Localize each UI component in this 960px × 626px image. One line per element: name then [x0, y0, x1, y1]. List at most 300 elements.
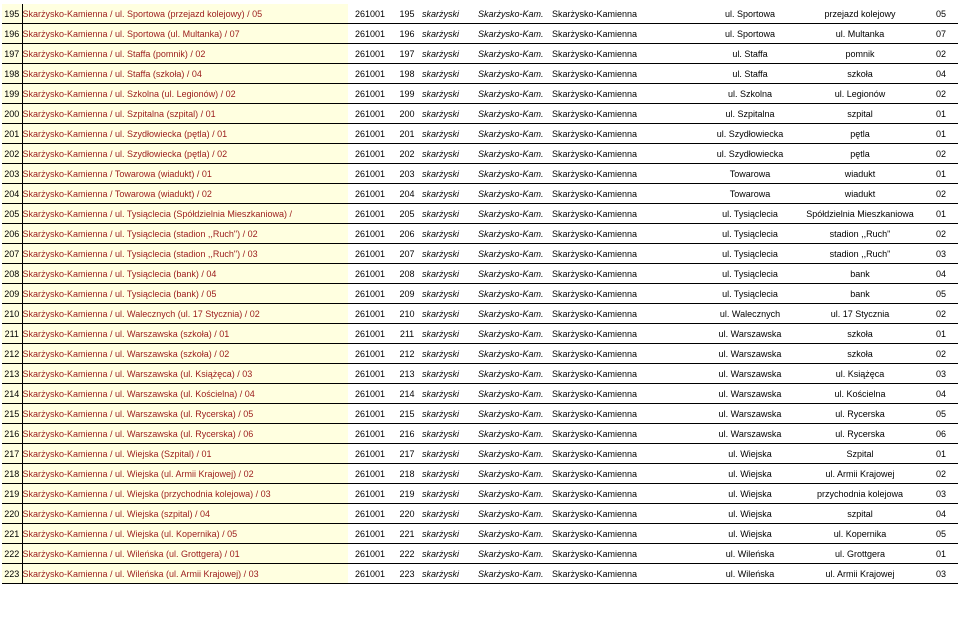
post-number: 02: [924, 304, 958, 324]
stop-code: 261001: [348, 284, 392, 304]
stop-full-name: Skarżysko-Kamienna / ul. Sportowa (ul. Multanka) / 07: [22, 24, 348, 44]
county: skarżyski: [422, 124, 478, 144]
row-number: 210: [2, 304, 22, 324]
row-number: 196: [2, 24, 22, 44]
landmark: ul. Armii Krajowej: [796, 564, 924, 584]
post-number: 02: [924, 144, 958, 164]
street: ul. Tysiąclecia: [704, 224, 796, 244]
street: ul. Sportowa: [704, 24, 796, 44]
stop-code: 261001: [348, 204, 392, 224]
municipality: Skarżysko-Kam.: [478, 284, 552, 304]
stop-sequence: 197: [392, 44, 422, 64]
street: ul. Wiejska: [704, 524, 796, 544]
stop-full-name: Skarżysko-Kamienna / ul. Walecznych (ul. 17 Stycznia) / 02: [22, 304, 348, 324]
city: Skarżysko-Kamienna: [552, 484, 704, 504]
stop-sequence: 210: [392, 304, 422, 324]
table-row: [2, 104, 958, 124]
county: skarżyski: [422, 244, 478, 264]
city: Skarżysko-Kamienna: [552, 224, 704, 244]
table-row: [2, 24, 958, 44]
post-number: 02: [924, 344, 958, 364]
city: Skarżysko-Kamienna: [552, 124, 704, 144]
city: Skarżysko-Kamienna: [552, 544, 704, 564]
stop-sequence: 204: [392, 184, 422, 204]
row-number: 204: [2, 184, 22, 204]
stop-full-name: Skarżysko-Kamienna / Towarowa (wiadukt) / 02: [22, 184, 348, 204]
city: Skarżysko-Kamienna: [552, 364, 704, 384]
county: skarżyski: [422, 184, 478, 204]
stop-sequence: 199: [392, 84, 422, 104]
landmark: ul. Grottgera: [796, 544, 924, 564]
landmark: bank: [796, 284, 924, 304]
stops-body: [2, 4, 958, 584]
municipality: Skarżysko-Kam.: [478, 44, 552, 64]
row-number: 206: [2, 224, 22, 244]
stop-full-name: Skarżysko-Kamienna / ul. Szkolna (ul. Legionów) / 02: [22, 84, 348, 104]
landmark: szkoła: [796, 324, 924, 344]
county: skarżyski: [422, 504, 478, 524]
city: Skarżysko-Kamienna: [552, 144, 704, 164]
stop-sequence: 207: [392, 244, 422, 264]
stop-sequence: 200: [392, 104, 422, 124]
county: skarżyski: [422, 444, 478, 464]
table-row: [2, 464, 958, 484]
table-row: [2, 44, 958, 64]
table-row: [2, 364, 958, 384]
municipality: Skarżysko-Kam.: [478, 444, 552, 464]
post-number: 01: [924, 104, 958, 124]
stop-full-name: Skarżysko-Kamienna / ul. Wiejska (Szpital) / 01: [22, 444, 348, 464]
row-number: 195: [2, 4, 22, 24]
post-number: 05: [924, 284, 958, 304]
row-number: 212: [2, 344, 22, 364]
county: skarżyski: [422, 204, 478, 224]
county: skarżyski: [422, 84, 478, 104]
street: ul. Staffa: [704, 44, 796, 64]
landmark: ul. Legionów: [796, 84, 924, 104]
table-row: [2, 444, 958, 464]
municipality: Skarżysko-Kam.: [478, 244, 552, 264]
street: ul. Walecznych: [704, 304, 796, 324]
row-number: 198: [2, 64, 22, 84]
city: Skarżysko-Kamienna: [552, 344, 704, 364]
street: ul. Szkolna: [704, 84, 796, 104]
table-row: [2, 304, 958, 324]
table-row: [2, 284, 958, 304]
stops-table: [2, 4, 958, 584]
stop-code: 261001: [348, 444, 392, 464]
row-number: 222: [2, 544, 22, 564]
stop-sequence: 215: [392, 404, 422, 424]
post-number: 03: [924, 564, 958, 584]
city: Skarżysko-Kamienna: [552, 404, 704, 424]
table-row: [2, 524, 958, 544]
county: skarżyski: [422, 384, 478, 404]
landmark: przychodnia kolejowa: [796, 484, 924, 504]
municipality: Skarżysko-Kam.: [478, 124, 552, 144]
street: Towarowa: [704, 184, 796, 204]
stop-sequence: 221: [392, 524, 422, 544]
stop-code: 261001: [348, 424, 392, 444]
street: Towarowa: [704, 164, 796, 184]
table-row: [2, 544, 958, 564]
table-row: [2, 324, 958, 344]
post-number: 01: [924, 444, 958, 464]
stop-code: 261001: [348, 324, 392, 344]
post-number: 02: [924, 224, 958, 244]
row-number: 207: [2, 244, 22, 264]
municipality: Skarżysko-Kam.: [478, 464, 552, 484]
table-row: [2, 224, 958, 244]
stop-full-name: Skarżysko-Kamienna / ul. Staffa (pomnik) / 02: [22, 44, 348, 64]
street: ul. Tysiąclecia: [704, 204, 796, 224]
landmark: stadion ,,Ruch": [796, 244, 924, 264]
municipality: Skarżysko-Kam.: [478, 304, 552, 324]
city: Skarżysko-Kamienna: [552, 164, 704, 184]
stop-sequence: 196: [392, 24, 422, 44]
street: ul. Warszawska: [704, 384, 796, 404]
stop-code: 261001: [348, 164, 392, 184]
county: skarżyski: [422, 564, 478, 584]
post-number: 02: [924, 464, 958, 484]
street: ul. Wiejska: [704, 484, 796, 504]
county: skarżyski: [422, 344, 478, 364]
landmark: szpital: [796, 104, 924, 124]
city: Skarżysko-Kamienna: [552, 564, 704, 584]
table-row: [2, 484, 958, 504]
stop-sequence: 218: [392, 464, 422, 484]
county: skarżyski: [422, 224, 478, 244]
street: ul. Tysiąclecia: [704, 284, 796, 304]
table-row: [2, 164, 958, 184]
stop-sequence: 216: [392, 424, 422, 444]
stop-full-name: Skarżysko-Kamienna / ul. Wiejska (ul. Kopernika) / 05: [22, 524, 348, 544]
row-number: 200: [2, 104, 22, 124]
city: Skarżysko-Kamienna: [552, 264, 704, 284]
post-number: 03: [924, 484, 958, 504]
municipality: Skarżysko-Kam.: [478, 64, 552, 84]
stop-code: 261001: [348, 364, 392, 384]
stop-sequence: 206: [392, 224, 422, 244]
county: skarżyski: [422, 144, 478, 164]
post-number: 05: [924, 524, 958, 544]
stop-sequence: 220: [392, 504, 422, 524]
municipality: Skarżysko-Kam.: [478, 104, 552, 124]
city: Skarżysko-Kamienna: [552, 104, 704, 124]
post-number: 01: [924, 124, 958, 144]
stop-full-name: Skarżysko-Kamienna / ul. Wiejska (przychodnia kolejowa) / 03: [22, 484, 348, 504]
landmark: pomnik: [796, 44, 924, 64]
stop-code: 261001: [348, 244, 392, 264]
stop-full-name: Skarżysko-Kamienna / ul. Wiejska (ul. Armii Krajowej) / 02: [22, 464, 348, 484]
county: skarżyski: [422, 304, 478, 324]
landmark: stadion ,,Ruch": [796, 224, 924, 244]
post-number: 04: [924, 504, 958, 524]
municipality: Skarżysko-Kam.: [478, 544, 552, 564]
county: skarżyski: [422, 544, 478, 564]
landmark: przejazd kolejowy: [796, 4, 924, 24]
street: ul. Sportowa: [704, 4, 796, 24]
landmark: szpital: [796, 504, 924, 524]
municipality: Skarżysko-Kam.: [478, 324, 552, 344]
municipality: Skarżysko-Kam.: [478, 524, 552, 544]
row-number: 209: [2, 284, 22, 304]
landmark: Spółdzielnia Mieszkaniowa: [796, 204, 924, 224]
row-number: 218: [2, 464, 22, 484]
stop-full-name: Skarżysko-Kamienna / ul. Wileńska (ul. Armii Krajowej) / 03: [22, 564, 348, 584]
table-row: [2, 84, 958, 104]
stop-sequence: 217: [392, 444, 422, 464]
city: Skarżysko-Kamienna: [552, 424, 704, 444]
stop-code: 261001: [348, 304, 392, 324]
street: ul. Warszawska: [704, 344, 796, 364]
stop-full-name: Skarżysko-Kamienna / ul. Szydłowiecka (pętla) / 02: [22, 144, 348, 164]
landmark: ul. Rycerska: [796, 404, 924, 424]
county: skarżyski: [422, 264, 478, 284]
municipality: Skarżysko-Kam.: [478, 344, 552, 364]
row-number: 211: [2, 324, 22, 344]
stop-full-name: Skarżysko-Kamienna / ul. Tysiąclecia (bank) / 05: [22, 284, 348, 304]
landmark: bank: [796, 264, 924, 284]
post-number: 03: [924, 364, 958, 384]
stop-code: 261001: [348, 524, 392, 544]
table-row: [2, 564, 958, 584]
stop-sequence: 198: [392, 64, 422, 84]
stop-full-name: Skarżysko-Kamienna / ul. Szpitalna (szpital) / 01: [22, 104, 348, 124]
city: Skarżysko-Kamienna: [552, 324, 704, 344]
landmark: pętla: [796, 144, 924, 164]
city: Skarżysko-Kamienna: [552, 504, 704, 524]
municipality: Skarżysko-Kam.: [478, 484, 552, 504]
stop-sequence: 195: [392, 4, 422, 24]
municipality: Skarżysko-Kam.: [478, 224, 552, 244]
stop-code: 261001: [348, 384, 392, 404]
table-row: [2, 344, 958, 364]
stop-code: 261001: [348, 124, 392, 144]
stop-sequence: 222: [392, 544, 422, 564]
table-row: [2, 264, 958, 284]
stop-code: 261001: [348, 504, 392, 524]
table-row: [2, 124, 958, 144]
row-number: 203: [2, 164, 22, 184]
county: skarżyski: [422, 164, 478, 184]
county: skarżyski: [422, 324, 478, 344]
row-number: 201: [2, 124, 22, 144]
street: ul. Tysiąclecia: [704, 244, 796, 264]
stop-full-name: Skarżysko-Kamienna / Towarowa (wiadukt) / 01: [22, 164, 348, 184]
row-number: 215: [2, 404, 22, 424]
city: Skarżysko-Kamienna: [552, 284, 704, 304]
post-number: 05: [924, 404, 958, 424]
row-number: 214: [2, 384, 22, 404]
stop-full-name: Skarżysko-Kamienna / ul. Sportowa (przejazd kolejowy) / 05: [22, 4, 348, 24]
post-number: 02: [924, 84, 958, 104]
stop-full-name: Skarżysko-Kamienna / ul. Wiejska (szpital) / 04: [22, 504, 348, 524]
landmark: ul. Kopernika: [796, 524, 924, 544]
municipality: Skarżysko-Kam.: [478, 504, 552, 524]
post-number: 01: [924, 544, 958, 564]
county: skarżyski: [422, 404, 478, 424]
stop-full-name: Skarżysko-Kamienna / ul. Wileńska (ul. Grottgera) / 01: [22, 544, 348, 564]
stop-sequence: 202: [392, 144, 422, 164]
stop-code: 261001: [348, 484, 392, 504]
landmark: szkoła: [796, 344, 924, 364]
stop-code: 261001: [348, 84, 392, 104]
stop-sequence: 213: [392, 364, 422, 384]
stop-code: 261001: [348, 544, 392, 564]
stop-code: 261001: [348, 264, 392, 284]
row-number: 213: [2, 364, 22, 384]
municipality: Skarżysko-Kam.: [478, 564, 552, 584]
street: ul. Warszawska: [704, 324, 796, 344]
city: Skarżysko-Kamienna: [552, 204, 704, 224]
city: Skarżysko-Kamienna: [552, 304, 704, 324]
stop-sequence: 209: [392, 284, 422, 304]
municipality: Skarżysko-Kam.: [478, 204, 552, 224]
post-number: 04: [924, 264, 958, 284]
street: ul. Wiejska: [704, 504, 796, 524]
row-number: 221: [2, 524, 22, 544]
post-number: 02: [924, 184, 958, 204]
row-number: 219: [2, 484, 22, 504]
county: skarżyski: [422, 524, 478, 544]
county: skarżyski: [422, 64, 478, 84]
street: ul. Tysiąclecia: [704, 264, 796, 284]
city: Skarżysko-Kamienna: [552, 24, 704, 44]
post-number: 06: [924, 424, 958, 444]
stop-full-name: Skarżysko-Kamienna / ul. Tysiąclecia (stadion ,,Ruch") / 02: [22, 224, 348, 244]
stop-sequence: 205: [392, 204, 422, 224]
city: Skarżysko-Kamienna: [552, 444, 704, 464]
row-number: 220: [2, 504, 22, 524]
stop-code: 261001: [348, 144, 392, 164]
street: ul. Szydłowiecka: [704, 124, 796, 144]
street: ul. Warszawska: [704, 404, 796, 424]
municipality: Skarżysko-Kam.: [478, 4, 552, 24]
post-number: 01: [924, 324, 958, 344]
city: Skarżysko-Kamienna: [552, 64, 704, 84]
stop-code: 261001: [348, 24, 392, 44]
street: ul. Szpitalna: [704, 104, 796, 124]
stop-full-name: Skarżysko-Kamienna / ul. Warszawska (ul. Książęca) / 03: [22, 364, 348, 384]
row-number: 197: [2, 44, 22, 64]
table-row: [2, 64, 958, 84]
stop-sequence: 219: [392, 484, 422, 504]
table-row: [2, 244, 958, 264]
stop-full-name: Skarżysko-Kamienna / ul. Warszawska (ul. Kościelna) / 04: [22, 384, 348, 404]
county: skarżyski: [422, 484, 478, 504]
city: Skarżysko-Kamienna: [552, 84, 704, 104]
table-row: [2, 384, 958, 404]
stop-code: 261001: [348, 564, 392, 584]
municipality: Skarżysko-Kam.: [478, 84, 552, 104]
city: Skarżysko-Kamienna: [552, 4, 704, 24]
table-row: [2, 404, 958, 424]
county: skarżyski: [422, 44, 478, 64]
post-number: 07: [924, 24, 958, 44]
landmark: wiadukt: [796, 164, 924, 184]
post-number: 03: [924, 244, 958, 264]
stop-code: 261001: [348, 44, 392, 64]
landmark: szkoła: [796, 64, 924, 84]
county: skarżyski: [422, 424, 478, 444]
stop-sequence: 214: [392, 384, 422, 404]
post-number: 01: [924, 164, 958, 184]
municipality: Skarżysko-Kam.: [478, 164, 552, 184]
stop-code: 261001: [348, 104, 392, 124]
landmark: ul. Multanka: [796, 24, 924, 44]
stop-full-name: Skarżysko-Kamienna / ul. Warszawska (ul. Rycerska) / 05: [22, 404, 348, 424]
street: ul. Wileńska: [704, 564, 796, 584]
municipality: Skarżysko-Kam.: [478, 184, 552, 204]
municipality: Skarżysko-Kam.: [478, 24, 552, 44]
county: skarżyski: [422, 4, 478, 24]
city: Skarżysko-Kamienna: [552, 244, 704, 264]
stop-code: 261001: [348, 224, 392, 244]
street: ul. Warszawska: [704, 424, 796, 444]
county: skarżyski: [422, 24, 478, 44]
street: ul. Wileńska: [704, 544, 796, 564]
city: Skarżysko-Kamienna: [552, 44, 704, 64]
stop-full-name: Skarżysko-Kamienna / ul. Tysiąclecia (bank) / 04: [22, 264, 348, 284]
landmark: wiadukt: [796, 184, 924, 204]
municipality: Skarżysko-Kam.: [478, 264, 552, 284]
municipality: Skarżysko-Kam.: [478, 384, 552, 404]
landmark: ul. Rycerska: [796, 424, 924, 444]
table-row: [2, 144, 958, 164]
stop-full-name: Skarżysko-Kamienna / ul. Staffa (szkoła) / 04: [22, 64, 348, 84]
street: ul. Warszawska: [704, 364, 796, 384]
table-row: [2, 184, 958, 204]
stop-full-name: Skarżysko-Kamienna / ul. Tysiąclecia (Spółdzielnia Mieszkaniowa) /: [22, 204, 348, 224]
city: Skarżysko-Kamienna: [552, 384, 704, 404]
stop-code: 261001: [348, 404, 392, 424]
stop-sequence: 208: [392, 264, 422, 284]
row-number: 208: [2, 264, 22, 284]
city: Skarżysko-Kamienna: [552, 524, 704, 544]
row-number: 199: [2, 84, 22, 104]
landmark: ul. Książęca: [796, 364, 924, 384]
stop-sequence: 211: [392, 324, 422, 344]
post-number: 02: [924, 44, 958, 64]
table-row: [2, 424, 958, 444]
post-number: 05: [924, 4, 958, 24]
stop-sequence: 212: [392, 344, 422, 364]
landmark: Szpital: [796, 444, 924, 464]
stop-code: 261001: [348, 344, 392, 364]
city: Skarżysko-Kamienna: [552, 184, 704, 204]
row-number: 202: [2, 144, 22, 164]
stop-sequence: 201: [392, 124, 422, 144]
street: ul. Wiejska: [704, 464, 796, 484]
post-number: 01: [924, 204, 958, 224]
city: Skarżysko-Kamienna: [552, 464, 704, 484]
stop-full-name: Skarżysko-Kamienna / ul. Szydłowiecka (pętla) / 01: [22, 124, 348, 144]
street: ul. Staffa: [704, 64, 796, 84]
row-number: 217: [2, 444, 22, 464]
stop-full-name: Skarżysko-Kamienna / ul. Tysiąclecia (stadion ,,Ruch") / 03: [22, 244, 348, 264]
municipality: Skarżysko-Kam.: [478, 144, 552, 164]
stop-sequence: 223: [392, 564, 422, 584]
stop-full-name: Skarżysko-Kamienna / ul. Warszawska (szkoła) / 02: [22, 344, 348, 364]
stop-code: 261001: [348, 464, 392, 484]
landmark: ul. Armii Krajowej: [796, 464, 924, 484]
municipality: Skarżysko-Kam.: [478, 404, 552, 424]
county: skarżyski: [422, 104, 478, 124]
stop-sequence: 203: [392, 164, 422, 184]
street: ul. Szydłowiecka: [704, 144, 796, 164]
landmark: ul. 17 Stycznia: [796, 304, 924, 324]
